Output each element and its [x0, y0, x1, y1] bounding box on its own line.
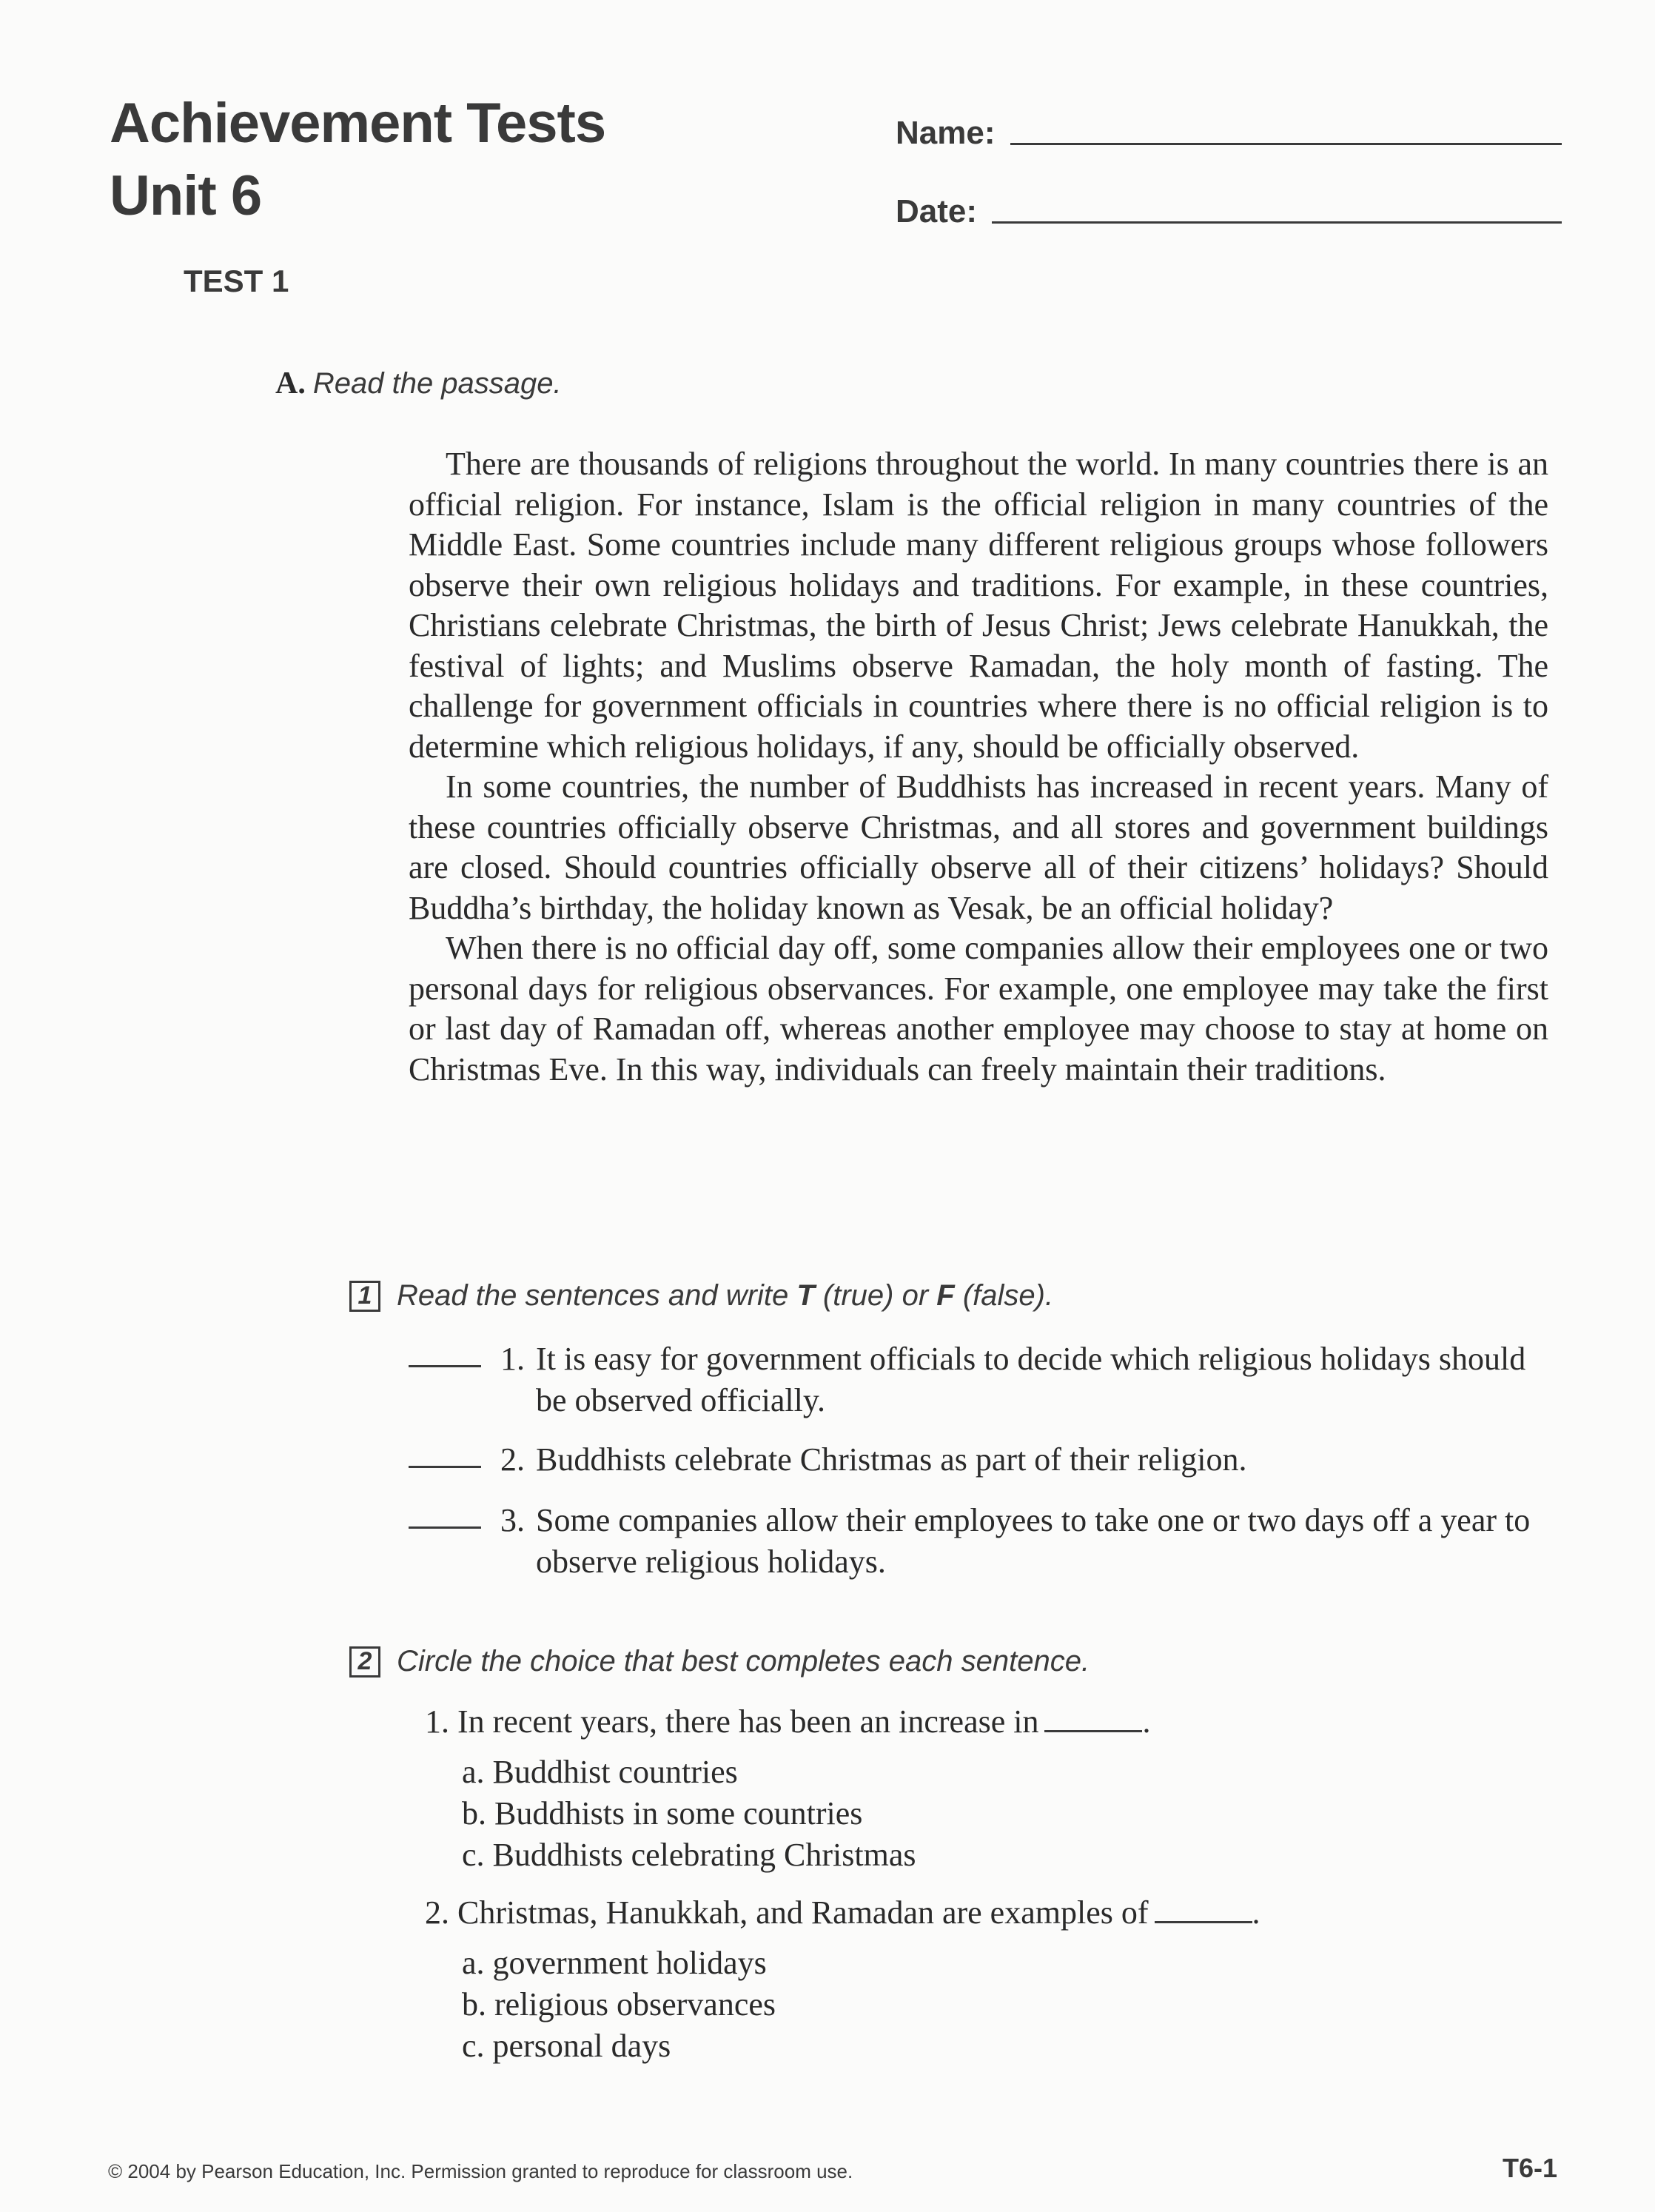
item-text: Buddhists celebrate Christmas as part of their religion.	[536, 1441, 1247, 1478]
mc-question-2	[425, 1892, 1260, 1934]
passage-paragraph-3: When there is no official day off, some companies allow their employees one or two personal days for religious observances. For example, one employee may take the first or last day of Ramadan off, whereas another employee may choose to stay at home on Christmas Eve. In this way, individuals can freely maintain their traditions.	[409, 930, 1548, 1087]
option-c[interactable]: c. Buddhists celebrating Christmas	[462, 1837, 916, 1873]
exercise-1-heading	[349, 1279, 1053, 1313]
item-number: 2.	[500, 1441, 525, 1478]
page-number: T6-1	[1503, 2153, 1558, 2183]
false-desc: (false).	[954, 1279, 1054, 1312]
mc-question-1	[425, 1701, 1150, 1743]
option-a[interactable]: a. Buddhist countries	[462, 1754, 738, 1790]
item-text: Some companies allow their employees to take one or two days off a year to observe religious holidays.	[536, 1502, 1531, 1580]
copyright-notice: © 2004 by Pearson Education, Inc. Permission granted to reproduce for classroom use.	[108, 2160, 853, 2182]
mc-options-1	[462, 1752, 916, 1876]
answer-blank[interactable]	[409, 1439, 481, 1468]
section-a-heading	[275, 366, 562, 401]
date-label: Date:	[896, 193, 978, 229]
mc-options-2	[462, 1943, 776, 2067]
section-letter: A.	[275, 366, 306, 400]
tf-item	[409, 1500, 1563, 1583]
answer-blank[interactable]	[409, 1500, 481, 1529]
item-number: 3.	[500, 1502, 525, 1538]
name-field[interactable]	[1010, 143, 1562, 145]
section-instruction: Read the passage.	[312, 367, 562, 400]
passage-paragraph-2: In some countries, the number of Buddhists has increased in recent years. Many of these countries officially observe Christmas, and all stores and government buildings are closed. Should countries officially observe all of their citizens’ holidays? Should Buddha’s birthday, the holiday known as Vesak, be an official holiday?	[409, 768, 1548, 926]
passage-paragraph-1: There are thousands of religions throughout the world. In many countries there is an official religion. For instance, Islam is the official religion in many countries of the Middle East. Some countries include many different religious groups whose followers observe their own religious holidays and traditions. For example, in these countries, Christians celebrate Christmas, the birth of Jesus Christ; Jews celebrate Hanukkah, the festival of lights; and Muslims observe Ramadan, the holy month of fasting. The challenge for government officials in countries where there is no official religion is to determine which religious holidays, if any, should be officially observed.	[409, 446, 1548, 765]
question-number: 1.	[425, 1703, 449, 1740]
option-c[interactable]: c. personal days	[462, 2028, 671, 2064]
answer-blank	[1155, 1914, 1252, 1923]
instruction-text: Read the sentences and write	[397, 1279, 797, 1312]
date-field-row	[896, 185, 1562, 229]
answer-blank[interactable]	[409, 1338, 481, 1367]
tf-item	[409, 1338, 1563, 1421]
exercise-2-instruction: Circle the choice that best completes each sentence.	[397, 1645, 1090, 1678]
item-text: It is easy for government officials to decide which religious holidays should be observed officially.	[536, 1341, 1526, 1418]
name-field-row	[896, 107, 1562, 151]
exercise-1-instruction	[397, 1279, 1053, 1313]
exercise-2-heading	[349, 1645, 1090, 1678]
question-stem: Christmas, Hanukkah, and Ramadan are examples of	[457, 1894, 1149, 1931]
reading-passage	[409, 444, 1548, 1090]
title-line-1: Achievement Tests	[110, 92, 606, 155]
title-line-2: Unit 6	[110, 164, 262, 227]
name-label: Name:	[896, 115, 996, 151]
tf-item	[409, 1439, 1563, 1481]
false-letter: F	[936, 1279, 955, 1312]
question-end: .	[1252, 1894, 1260, 1931]
option-b[interactable]: b. Buddhists in some countries	[462, 1795, 863, 1831]
question-number: 2.	[425, 1894, 449, 1931]
option-a[interactable]: a. government holidays	[462, 1945, 767, 1981]
question-end: .	[1142, 1703, 1151, 1740]
true-desc: (true) or	[814, 1279, 937, 1312]
test-label: TEST 1	[184, 264, 289, 298]
option-b[interactable]: b. religious observances	[462, 1986, 776, 2022]
true-letter: T	[796, 1279, 815, 1312]
exercise-number-box: 1	[349, 1281, 380, 1312]
page-title	[110, 87, 605, 232]
item-number: 1.	[500, 1341, 525, 1377]
date-field[interactable]	[992, 221, 1562, 224]
answer-blank	[1044, 1723, 1142, 1732]
exercise-number-box: 2	[349, 1646, 380, 1678]
question-stem: In recent years, there has been an increase in	[457, 1703, 1039, 1740]
